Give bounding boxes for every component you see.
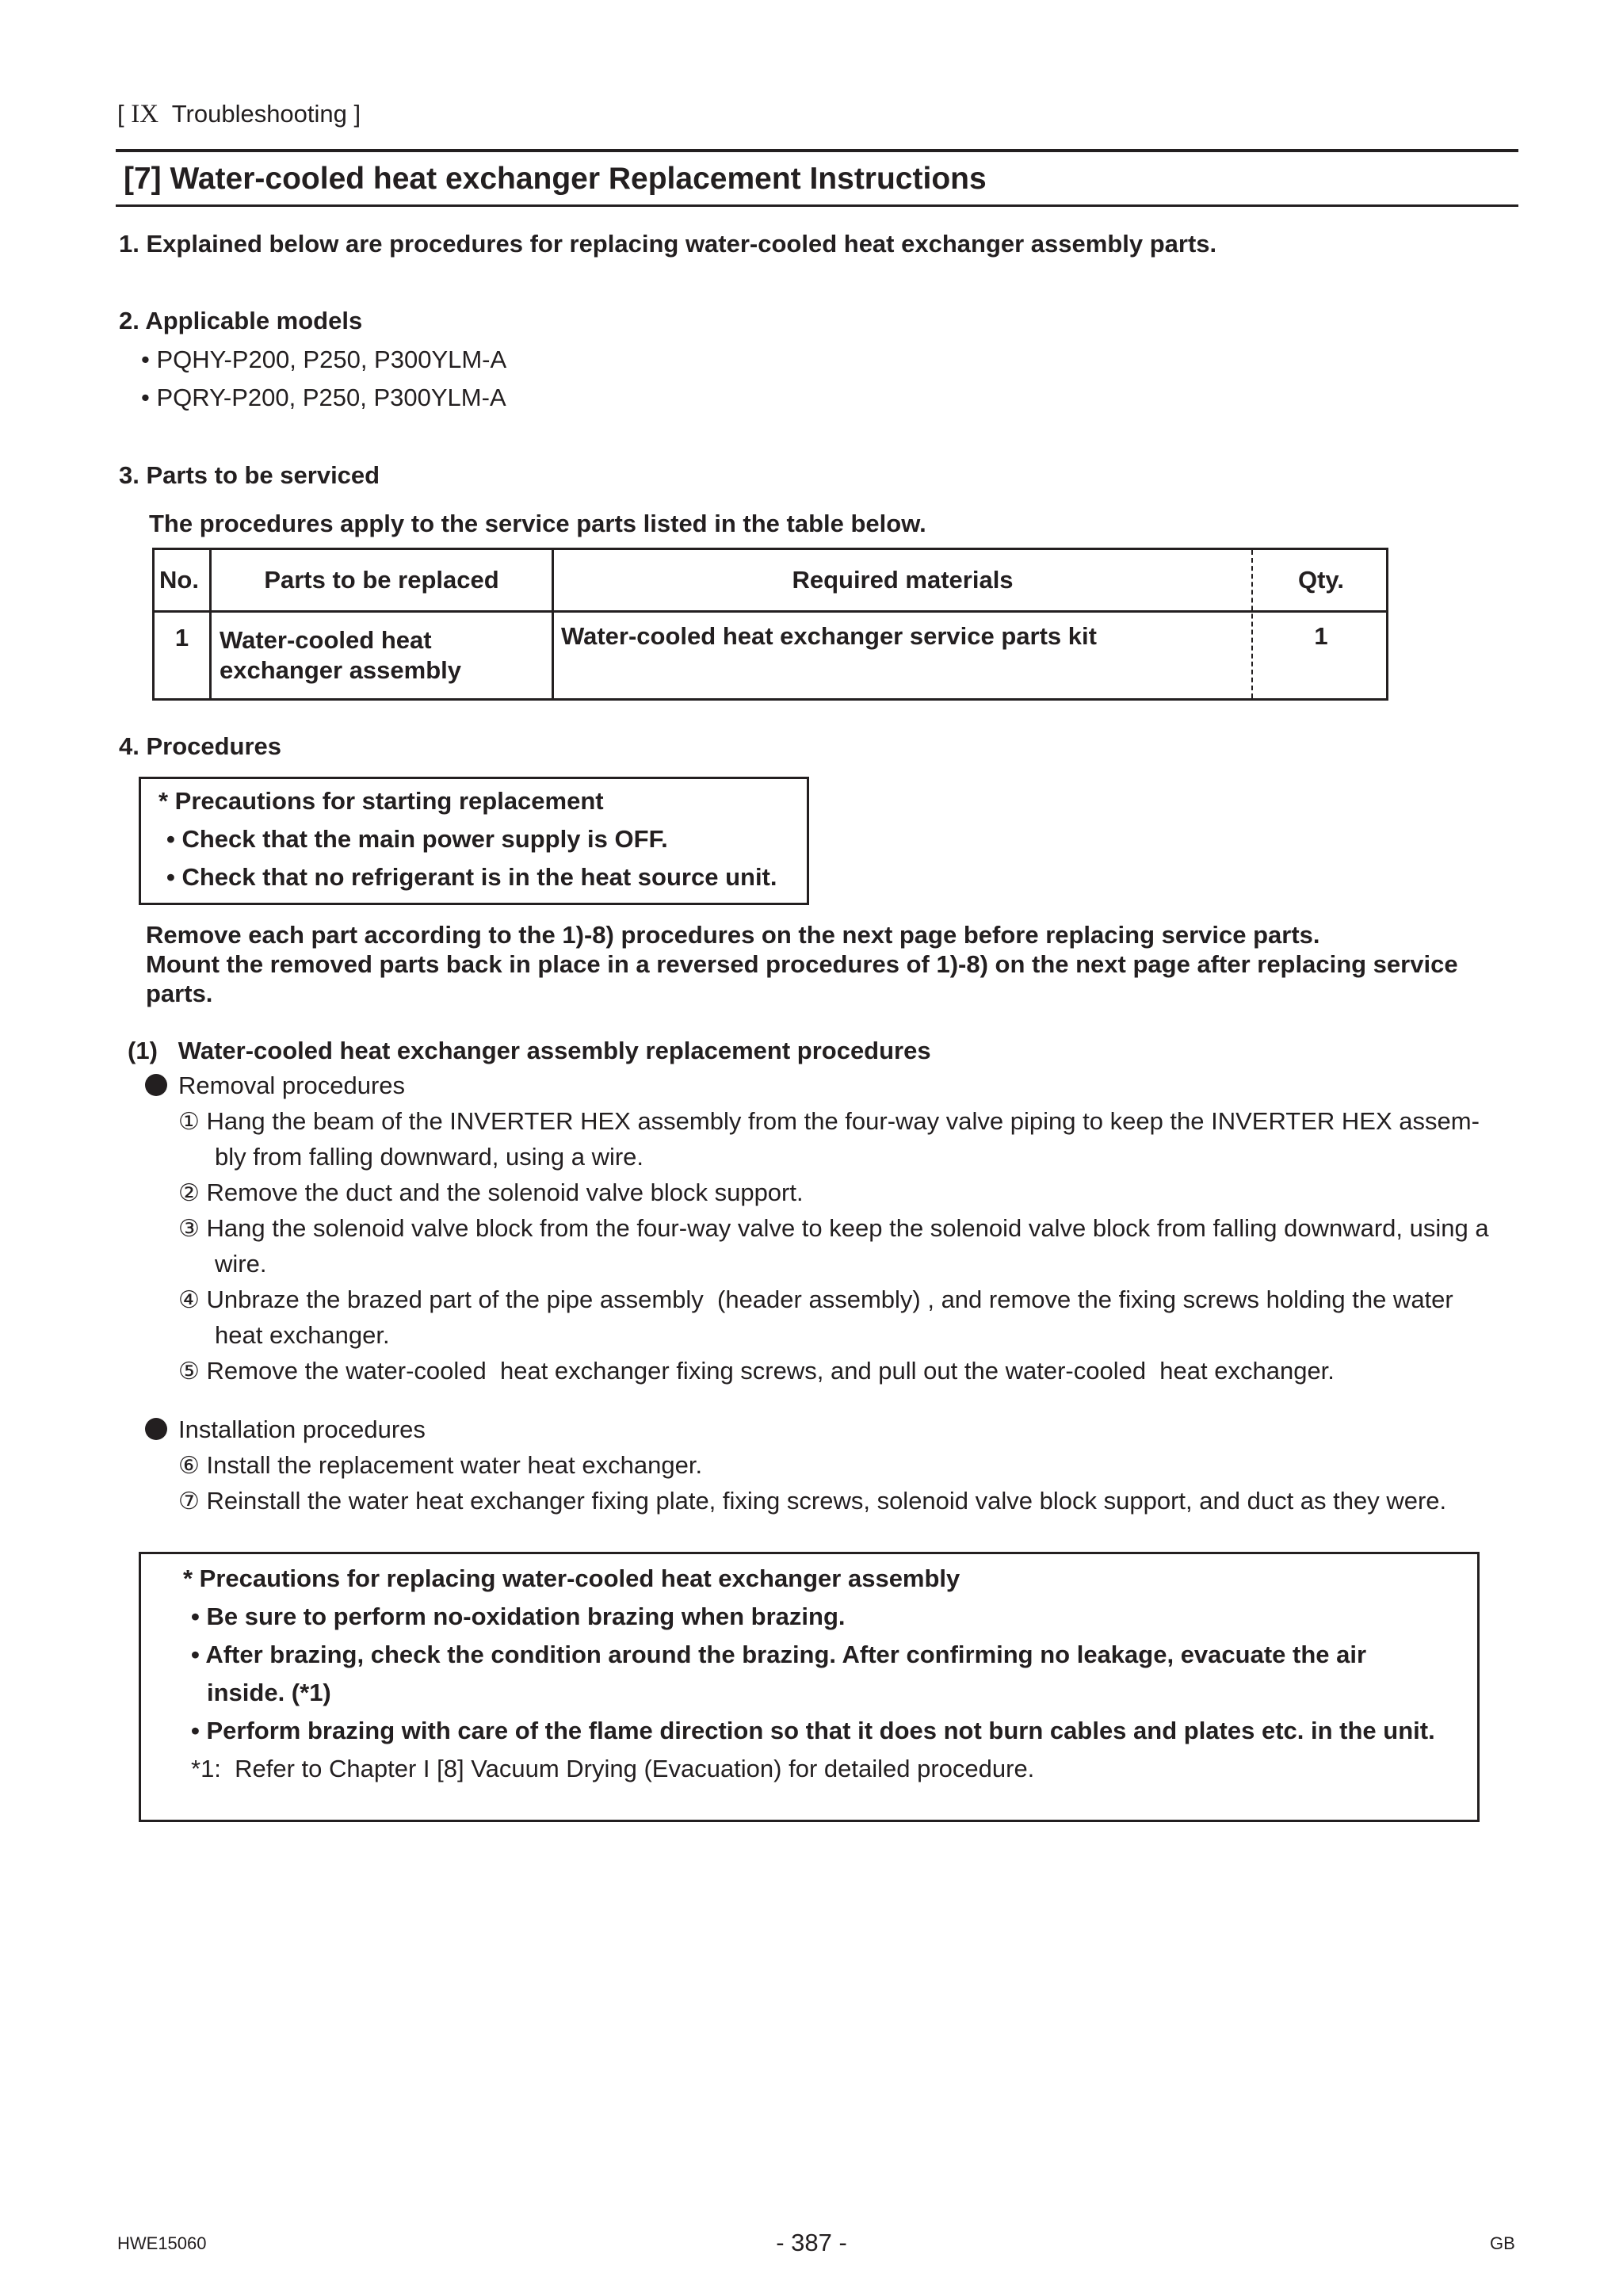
removal-step (178, 1106, 1480, 1138)
step-number: ⑥ (178, 1452, 200, 1480)
breadcrumb: [ IX Troubleshooting ] (117, 100, 361, 128)
precaution-start-item: • Check that no refrigerant is in the heat source unit. (166, 863, 777, 891)
installation-heading: Installation procedures (178, 1415, 426, 1443)
precaution-footnote: *1: Refer to Chapter I [8] Vacuum Drying (Evacuation) for detailed procedure. (191, 1755, 1035, 1782)
removal-step (178, 1213, 1489, 1245)
step-number: ⑤ (178, 1358, 200, 1385)
intro-item: 1. Explained below are procedures for replacing water-cooled heat exchanger assembly parts. (119, 230, 1217, 258)
title-rule-bottom (116, 204, 1518, 207)
table-header-divider (155, 610, 1386, 613)
precaution-replace-item: • After brazing, check the condition around the brazing. After confirming no leakage, evacuate the air (191, 1641, 1367, 1668)
parts-subheading: The procedures apply to the service parts listed in the table below. (149, 510, 926, 537)
removal-heading: Removal procedures (178, 1072, 406, 1099)
table-header-materials: Required materials (792, 566, 1014, 594)
removal-step-continued: wire. (215, 1250, 267, 1278)
installation-step (178, 1450, 702, 1482)
precaution-replace-box (139, 1552, 1480, 1822)
removal-step-continued: heat exchanger. (215, 1321, 390, 1349)
precaution-replace-item: • Be sure to perform no-oxidation brazing when brazing. (191, 1603, 846, 1630)
footer-language: GB (1490, 2233, 1515, 2253)
precaution-replace-item: • Perform brazing with care of the flame direction so that it does not burn cables and plates etc. in the unit. (191, 1717, 1435, 1744)
table-cell-part: Water-cooled heat (220, 626, 432, 654)
bullet-circle-icon (145, 1074, 167, 1096)
step-text: Hang the solenoid valve block from the four-way valve to keep the solenoid valve block from falling downward, using a (206, 1214, 1489, 1242)
precaution-replace-title: * Precautions for replacing water-cooled heat exchanger assembly (183, 1564, 960, 1592)
installation-step (178, 1485, 1446, 1518)
table-divider-dashed (1251, 550, 1253, 698)
procedures-heading: 4. Procedures (119, 732, 282, 760)
table-cell-no: 1 (174, 624, 189, 651)
models-heading: 2. Applicable models (119, 307, 363, 334)
section-name: Troubleshooting (171, 100, 347, 128)
step-text: Remove the water-cooled heat exchanger fixing screws, and pull out the water-cooled heat exchanger. (206, 1357, 1335, 1385)
step-number: ⑦ (178, 1488, 200, 1515)
table-cell-qty: 1 (1314, 622, 1328, 650)
procedure-note: Mount the removed parts back in place in a reversed procedures of 1)-8) on the next page after replacing service (146, 950, 1458, 978)
model-item: • PQRY-P200, P250, P300YLM-A (141, 384, 506, 411)
table-header-no: No. (159, 566, 199, 594)
precaution-start-title: * Precautions for starting replacement (158, 787, 604, 815)
model-item: • PQHY-P200, P250, P300YLM-A (141, 346, 507, 373)
table-cell-part: exchanger assembly (220, 656, 462, 684)
bullet-circle-icon (145, 1418, 167, 1440)
parts-table (152, 548, 1388, 701)
title-rule-top (116, 149, 1518, 152)
step-number: ① (178, 1108, 200, 1136)
removal-step-continued: bly from falling downward, using a wire. (215, 1143, 644, 1171)
procedure-note: Remove each part according to the 1)-8) procedures on the next page before replacing service parts. (146, 921, 1320, 949)
table-header-part: Parts to be replaced (264, 566, 499, 594)
subsection-heading: (1) Water-cooled heat exchanger assembly replacement procedures (128, 1037, 931, 1064)
step-number: ④ (178, 1286, 200, 1314)
removal-step (178, 1355, 1335, 1388)
removal-step (178, 1284, 1453, 1316)
table-cell-materials: Water-cooled heat exchanger service parts kit (561, 622, 1097, 650)
step-number: ③ (178, 1215, 200, 1243)
section-numeral: IX (131, 100, 159, 128)
step-text: Unbraze the brazed part of the pipe assembly (header assembly) , and remove the fixing screws holding the water (206, 1286, 1453, 1313)
step-text: Reinstall the water heat exchanger fixing plate, fixing screws, solenoid valve block support, and duct as they were. (206, 1487, 1447, 1515)
precaution-start-item: • Check that the main power supply is OFF. (166, 825, 668, 853)
footer-doc-code: HWE15060 (117, 2233, 207, 2253)
footer-page-number: - 387 - (776, 2229, 847, 2256)
parts-heading: 3. Parts to be serviced (119, 461, 380, 489)
table-header-qty: Qty. (1298, 566, 1344, 594)
removal-step (178, 1177, 804, 1209)
step-number: ② (178, 1179, 200, 1207)
precaution-start-box (139, 777, 809, 905)
precaution-replace-item-continued: inside. (*1) (207, 1679, 331, 1706)
step-text: Install the replacement water heat exchanger. (206, 1451, 703, 1479)
step-text: Remove the duct and the solenoid valve block support. (206, 1179, 804, 1206)
page-title: [7] Water-cooled heat exchanger Replacement Instructions (124, 162, 987, 196)
step-text: Hang the beam of the INVERTER HEX assembly from the four-way valve piping to keep the INVERTER HEX assem- (206, 1107, 1480, 1135)
procedure-note: parts. (146, 980, 213, 1007)
